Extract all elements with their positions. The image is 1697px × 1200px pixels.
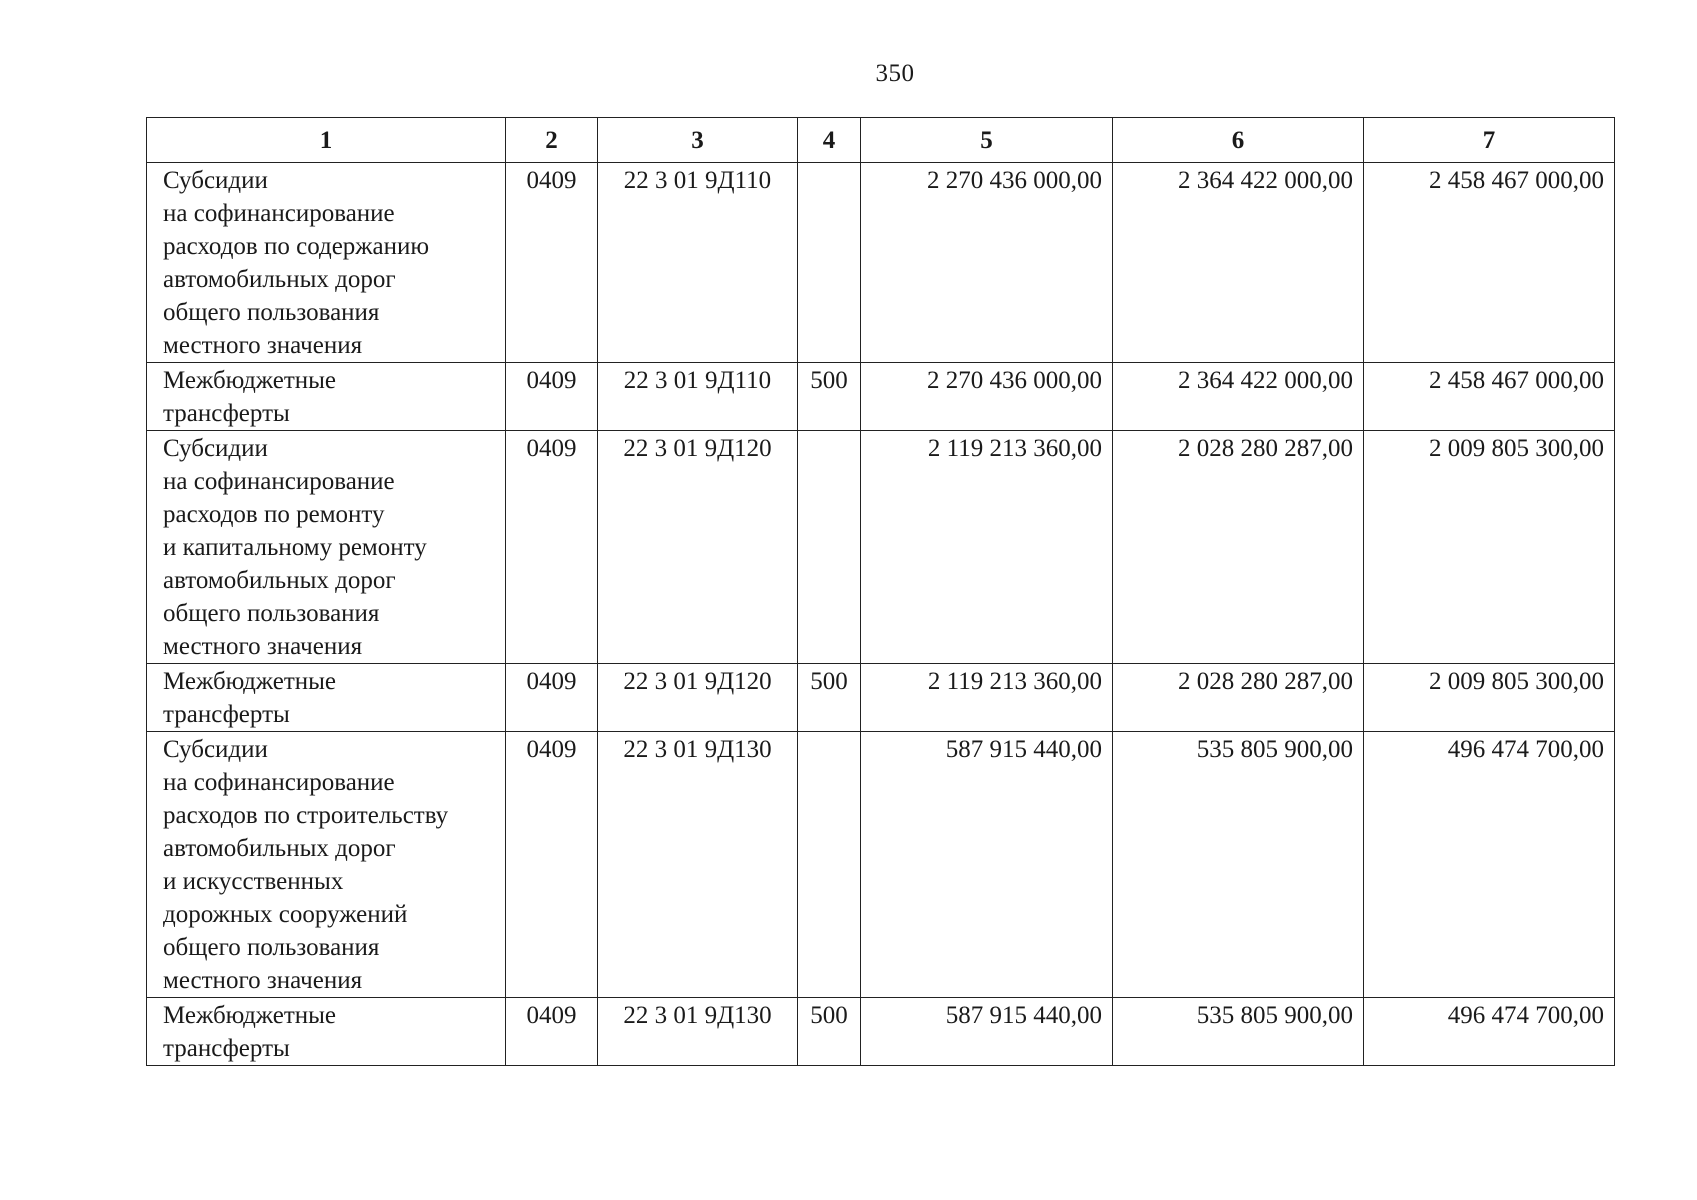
table-row [147, 163, 1615, 363]
amount-year-2: 2 364 422 000,00 [1113, 163, 1364, 363]
section-code: 0409 [506, 664, 598, 732]
table-row [147, 732, 1615, 998]
amount-year-3: 2 009 805 300,00 [1364, 664, 1615, 732]
expense-name: Субсидии на софинансирование расходов по ремонту и капитальному ремонту автомобильных дорог общего пользования местного значения [147, 431, 506, 664]
amount-year-3: 2 009 805 300,00 [1364, 431, 1615, 664]
amount-year-1: 587 915 440,00 [861, 732, 1113, 998]
table-row [147, 664, 1615, 732]
expense-name: Субсидии на софинансирование расходов по содержанию автомобильных дорог общего пользования местного значения [147, 163, 506, 363]
amount-year-2: 535 805 900,00 [1113, 998, 1364, 1066]
budget-table-container [146, 117, 1614, 1066]
expense-name: Субсидии на софинансирование расходов по строительству автомобильных дорог и искусственных дорожных сооружений общего пользования местного значения [147, 732, 506, 998]
section-code: 0409 [506, 363, 598, 431]
header-row [147, 118, 1615, 163]
target-article: 22 3 01 9Д130 [598, 732, 798, 998]
amount-year-1: 2 119 213 360,00 [861, 431, 1113, 664]
target-article: 22 3 01 9Д110 [598, 163, 798, 363]
amount-year-2: 2 364 422 000,00 [1113, 363, 1364, 431]
expense-type [798, 732, 861, 998]
amount-year-2: 2 028 280 287,00 [1113, 664, 1364, 732]
column-header-2: 2 [506, 118, 598, 163]
expense-name: Межбюджетные трансферты [147, 998, 506, 1066]
amount-year-3: 496 474 700,00 [1364, 998, 1615, 1066]
amount-year-3: 2 458 467 000,00 [1364, 163, 1615, 363]
amount-year-1: 587 915 440,00 [861, 998, 1113, 1066]
expense-name: Межбюджетные трансферты [147, 664, 506, 732]
column-header-5: 5 [861, 118, 1113, 163]
table-row [147, 431, 1615, 664]
expense-type [798, 431, 861, 664]
column-header-4: 4 [798, 118, 861, 163]
column-header-6: 6 [1113, 118, 1364, 163]
amount-year-1: 2 119 213 360,00 [861, 664, 1113, 732]
expense-type [798, 163, 861, 363]
column-header-7: 7 [1364, 118, 1615, 163]
expense-type: 500 [798, 998, 861, 1066]
section-code: 0409 [506, 998, 598, 1066]
expense-type: 500 [798, 664, 861, 732]
amount-year-2: 2 028 280 287,00 [1113, 431, 1364, 664]
target-article: 22 3 01 9Д120 [598, 431, 798, 664]
amount-year-2: 535 805 900,00 [1113, 732, 1364, 998]
table-row [147, 998, 1615, 1066]
section-code: 0409 [506, 163, 598, 363]
target-article: 22 3 01 9Д110 [598, 363, 798, 431]
target-article: 22 3 01 9Д130 [598, 998, 798, 1066]
column-header-1: 1 [147, 118, 506, 163]
budget-table [146, 117, 1615, 1066]
expense-name: Межбюджетные трансферты [147, 363, 506, 431]
section-code: 0409 [506, 431, 598, 664]
amount-year-1: 2 270 436 000,00 [861, 363, 1113, 431]
column-header-3: 3 [598, 118, 798, 163]
page-number: 350 [875, 60, 915, 87]
section-code: 0409 [506, 732, 598, 998]
target-article: 22 3 01 9Д120 [598, 664, 798, 732]
expense-type: 500 [798, 363, 861, 431]
amount-year-1: 2 270 436 000,00 [861, 163, 1113, 363]
amount-year-3: 496 474 700,00 [1364, 732, 1615, 998]
table-row [147, 363, 1615, 431]
amount-year-3: 2 458 467 000,00 [1364, 363, 1615, 431]
